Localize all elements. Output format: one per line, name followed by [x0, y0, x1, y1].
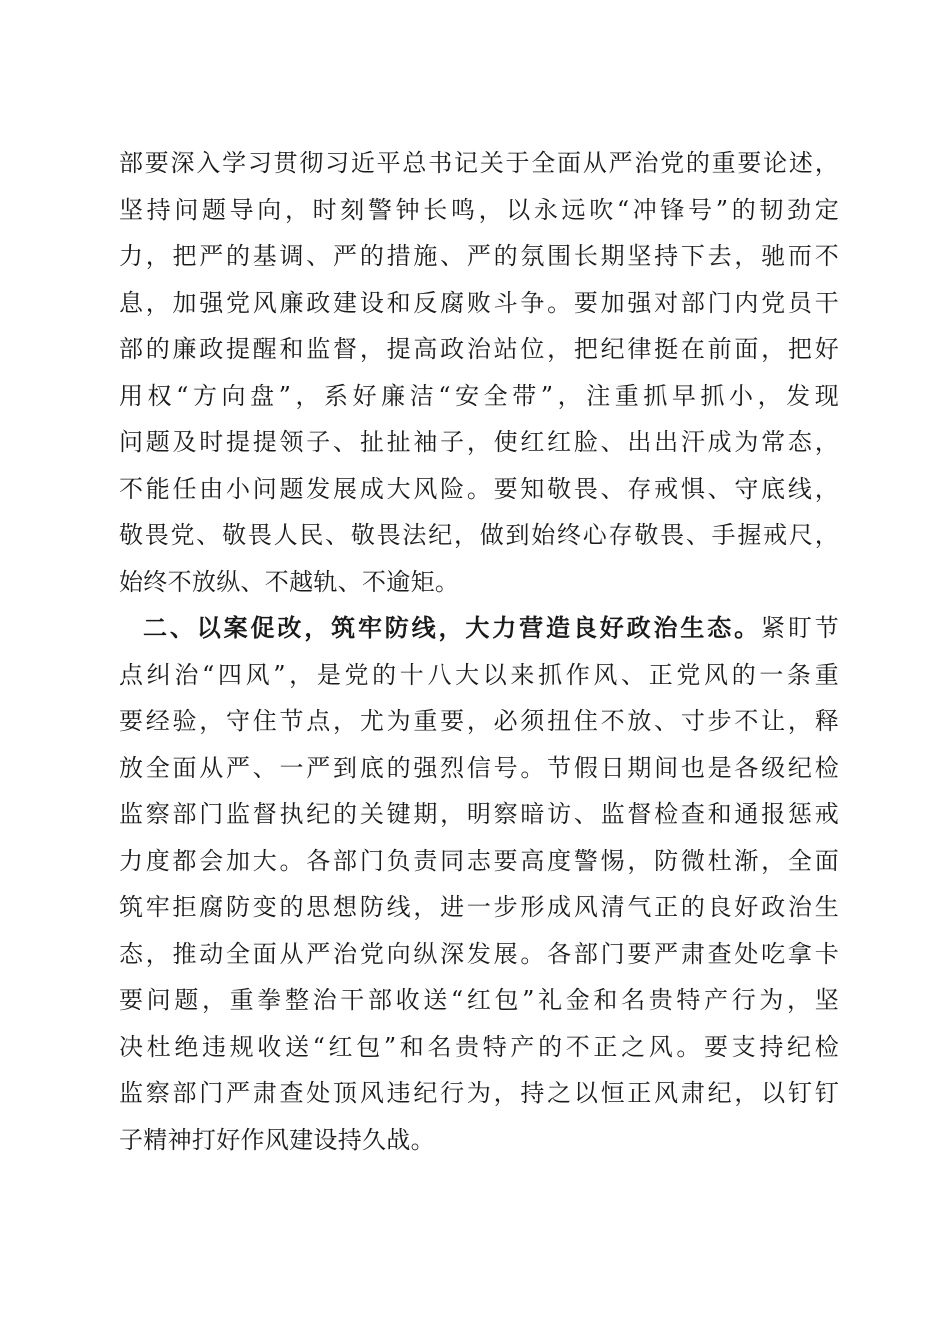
paragraph-line: 点纠治“四风”，是党的十八大以来抓作风、正党风的一条重: [119, 660, 839, 689]
document-body: [119, 140, 839, 1163]
paragraph-line: [119, 605, 839, 652]
paragraph-2: [119, 605, 839, 1163]
paragraph-line: 部的廉政提醒和监督，提高政治站位，把纪律挺在前面，把好: [119, 335, 839, 363]
section-heading: 二、以案促改，筑牢防线，大力营造良好政治生态。: [143, 614, 761, 642]
paragraph-line: 力度都会加大。各部门负责同志要高度警惕，防微杜渐，全面: [119, 846, 839, 875]
paragraph-1: [119, 140, 839, 605]
paragraph-line: 问题及时提提领子、扯扯袖子，使红红脸、出出汗成为常态，: [119, 428, 839, 456]
paragraph-line: 不能任由小问题发展成大风险。要知敬畏、存戒惧、守底线，: [119, 474, 839, 503]
paragraph-line: 监察部门严肃查处顶风违纪行为，持之以恒正风肃纪，以钉钉: [119, 1079, 839, 1107]
paragraph-line: 态，推动全面从严治党向纵深发展。各部门要严肃查处吃拿卡: [119, 939, 839, 968]
paragraph-line: 筑牢拒腐防变的思想防线，进一步形成风清气正的良好政治生: [119, 893, 839, 921]
paragraph-line: 放全面从严、一严到底的强烈信号。节假日期间也是各级纪检: [119, 753, 839, 782]
heading-line-rest: 紧盯节: [760, 614, 839, 642]
paragraph-line: 要经验，守住节点，尤为重要，必须扭住不放、寸步不让，释: [119, 707, 839, 735]
paragraph-line: 力，把严的基调、严的措施、严的氛围长期坚持下去，驰而不: [119, 242, 839, 270]
paragraph-line: 息，加强党风廉政建设和反腐败斗争。要加强对部门内党员干: [119, 288, 839, 317]
paragraph-line: 子精神打好作风建设持久战。: [119, 1125, 435, 1154]
paragraph-line: 要问题，重拳整治干部收送“红包”礼金和名贵特产行为，坚: [119, 986, 839, 1014]
paragraph-line: 部要深入学习贯彻习近平总书记关于全面从严治党的重要论述，: [119, 149, 839, 177]
paragraph-line: 始终不放纵、不越轨、不逾矩。: [119, 567, 460, 596]
paragraph-line: 监察部门监督执纪的关键期，明察暗访、监督检查和通报惩戒: [119, 800, 839, 828]
paragraph-line: 敬畏党、敬畏人民、敬畏法纪，做到始终心存敬畏、手握戒尺，: [119, 521, 839, 549]
paragraph-line: 用权“方向盘”，系好廉洁“安全带”，注重抓早抓小，发现: [119, 381, 839, 410]
paragraph-line: 坚持问题导向，时刻警钟长鸣，以永远吹“冲锋号”的韧劲定: [119, 195, 839, 224]
paragraph-line: 决杜绝违规收送“红包”和名贵特产的不正之风。要支持纪检: [119, 1032, 839, 1061]
